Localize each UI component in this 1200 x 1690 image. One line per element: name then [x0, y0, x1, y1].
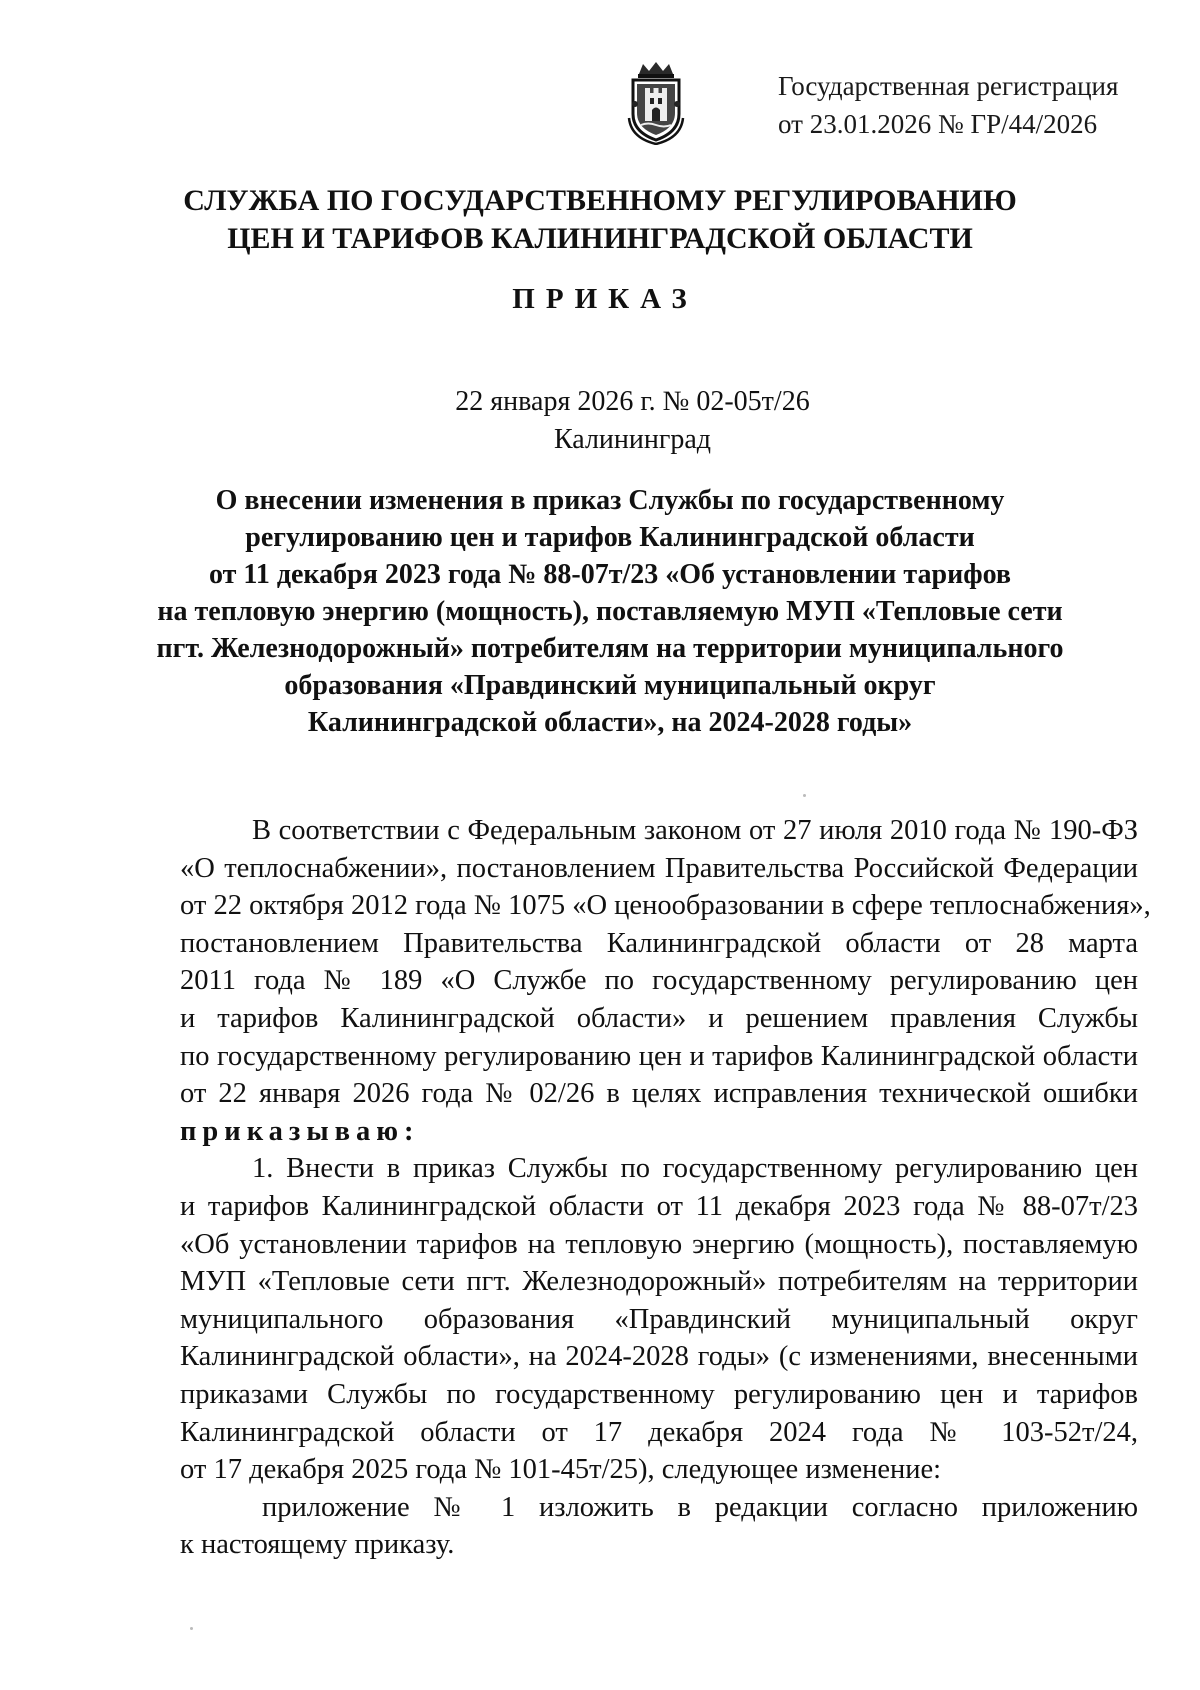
title-line: от 11 декабря 2023 года № 88-07т/23 «Об установлении тарифов	[209, 559, 1011, 590]
title-line: О внесении изменения в приказ Службы по государственному	[215, 485, 1005, 516]
item-line: «Об установлении тарифов на тепловую энергию (мощность), поставляемую	[180, 1228, 1138, 1260]
registration-note	[778, 67, 1118, 143]
title-line: пгт. Железнодорожный» потребителям на территории муниципального	[156, 633, 1064, 664]
registration-label: Государственная регистрация	[778, 71, 1119, 101]
date-and-place	[0, 383, 1200, 459]
preamble-line: «О теплоснабжении», постановлением Правительства Российской Федерации	[180, 852, 1138, 884]
item-line: муниципального образования «Правдинский муниципальный округ	[180, 1303, 1138, 1335]
scan-speck	[190, 1627, 193, 1630]
agency-name	[0, 182, 1200, 258]
preamble-line: от 22 октября 2012 года № 1075 «О ценообразовании в сфере теплоснабжения»,	[180, 890, 1151, 922]
preamble-line: и тарифов Калининградской области» и решением правления Службы	[180, 1002, 1138, 1034]
item-line: 1. Внести в приказ Службы по государственному регулированию цен	[252, 1153, 1138, 1185]
item-line: и тарифов Калининградской области от 11 декабря 2023 года № 88-07т/23	[180, 1190, 1138, 1222]
item-line: Калининградской области», на 2024-2028 годы» (с изменениями, внесенными	[180, 1341, 1138, 1373]
decree-word: приказываю:	[180, 1115, 420, 1147]
preamble-line: В соответствии с Федеральным законом от 27 июля 2010 года № 190-ФЗ	[252, 815, 1138, 846]
change-line: приложение № 1 изложить в редакции согласно приложению	[262, 1491, 1138, 1523]
item-line: Калининградской области от 17 декабря 2024 года № 103-52т/24,	[180, 1416, 1138, 1448]
item-line: от 17 декабря 2025 года № 101-45т/25), следующее изменение:	[180, 1454, 942, 1486]
order-city: Калининград	[553, 424, 712, 455]
registration-number: от 23.01.2026 № ГР/44/2026	[778, 109, 1098, 139]
coat-of-arms-icon	[621, 60, 691, 145]
agency-line: ЦЕН И ТАРИФОВ КАЛИНИНГРАДСКОЙ ОБЛАСТИ	[227, 222, 973, 255]
order-date-number: 22 января 2026 г. № 02-05т/26	[455, 386, 810, 417]
item-line: МУП «Тепловые сети пгт. Железнодорожный» потребителям на территории	[180, 1266, 1138, 1298]
preamble-line: 2011 года № 189 «О Службе по государственному регулированию цен	[180, 965, 1138, 997]
order-body	[180, 812, 1151, 1564]
order-title	[0, 482, 1200, 741]
preamble-line: постановлением Правительства Калининградской области от 28 марта	[180, 927, 1138, 959]
preamble-line: по государственному регулированию цен и тарифов Калининградской области	[180, 1040, 1138, 1072]
item-line: приказами Службы по государственному регулированию цен и тарифов	[180, 1378, 1138, 1410]
document-type: ПРИКАЗ	[512, 283, 698, 315]
change-line: к настоящему приказу.	[180, 1529, 455, 1561]
title-line: образования «Правдинский муниципальный округ	[284, 670, 936, 701]
scan-speck	[803, 794, 806, 797]
title-line: на тепловую энергию (мощность), поставляемую МУП «Тепловые сети	[157, 596, 1063, 627]
title-line: Калининградской области», на 2024-2028 годы»	[307, 707, 913, 738]
preamble-line: от 22 января 2026 года № 02/26 в целях исправления технической ошибки	[180, 1078, 1138, 1110]
agency-line: СЛУЖБА ПО ГОСУДАРСТВЕННОМУ РЕГУЛИРОВАНИЮ	[183, 184, 1017, 217]
title-line: регулированию цен и тарифов Калининградской области	[245, 522, 975, 553]
